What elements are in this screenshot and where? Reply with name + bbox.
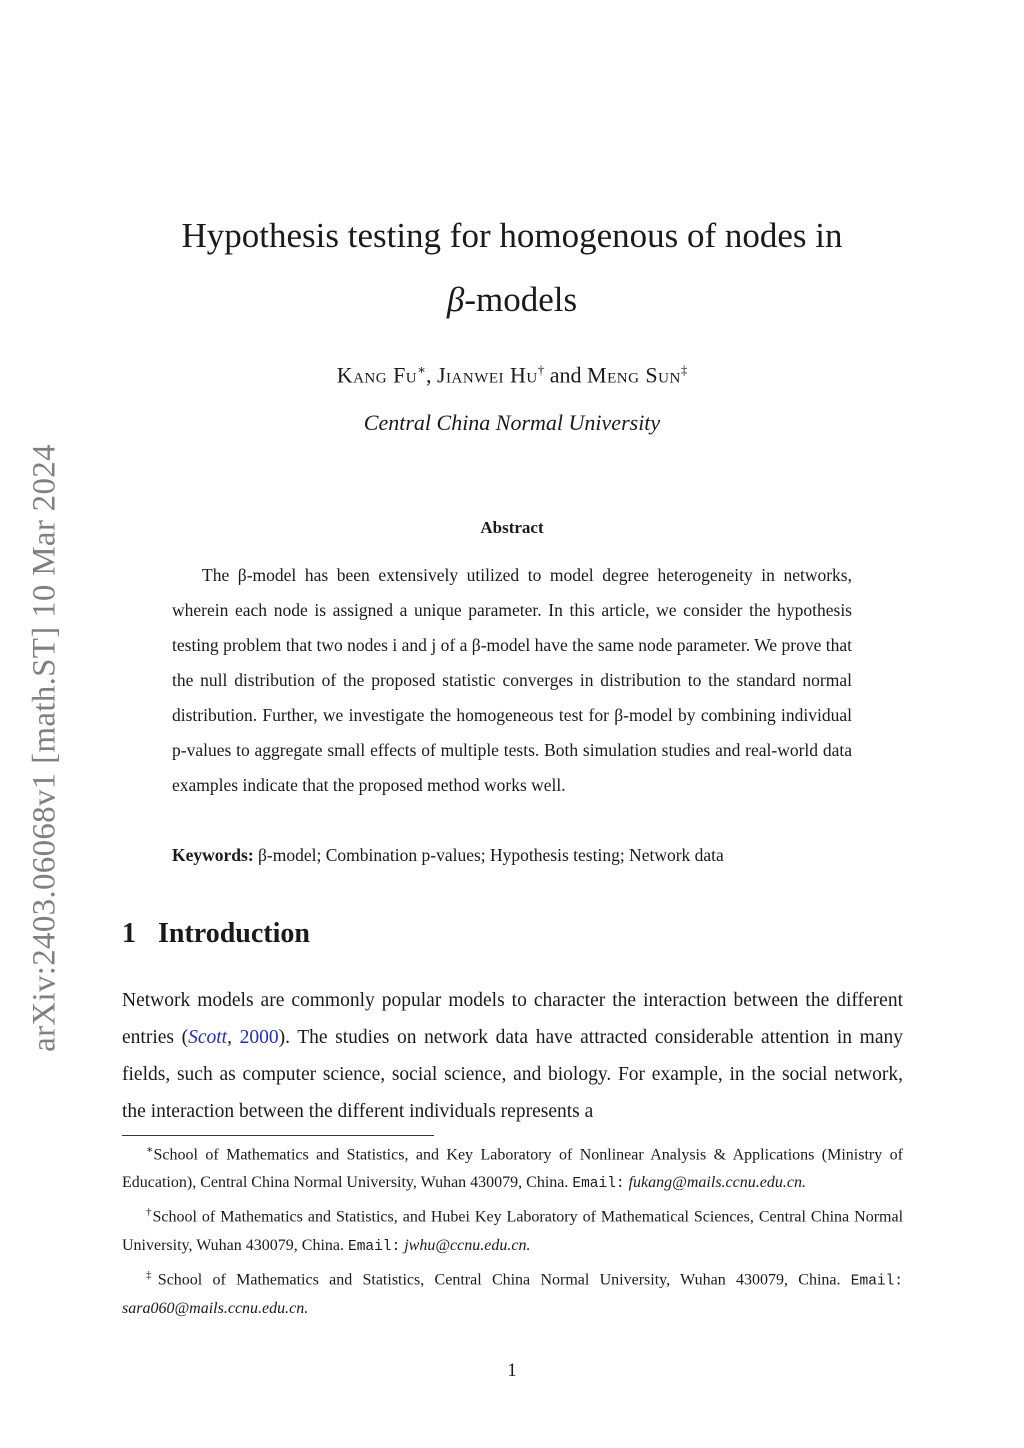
section-number: 1	[122, 918, 136, 949]
email-address: fukang@mails.ccnu.edu.cn.	[628, 1174, 806, 1192]
author-footnote-mark[interactable]: ∗	[417, 362, 426, 377]
intro-text-after-citation: ). The studies on network data have attracted considerable attention in many fields, such as computer science, social science, and biology. For example, in the social network, the interaction between the different individuals represents a	[122, 1027, 903, 1122]
footnote-text: School of Mathematics and Statistics, and Key Laboratory of Nonlinear Analysis & Applications (Ministry of Education), Central China Normal University, Wuhan 430079, China.	[122, 1146, 903, 1192]
footnote-mark: †	[146, 1206, 153, 1219]
keywords	[172, 838, 852, 873]
abstract-heading: Abstract	[480, 518, 544, 537]
footnote-text: School of Mathematics and Statistics, Central China Normal University, Wuhan 430079, China.	[157, 1270, 851, 1288]
title-beta-symbol: β	[446, 280, 465, 319]
title-line-1: Hypothesis testing for homogenous of nodes in	[181, 216, 843, 255]
footnote-mark: ∗	[146, 1144, 154, 1156]
author-name: Jianwei Hu	[436, 362, 538, 388]
section-heading	[122, 918, 310, 950]
abstract-text: The β-model has been extensively utilized to model degree heterogeneity in networks, wherein each node is assigned a unique parameter. In this article, we consider the hypothesis testing problem that two nodes i and j of a β-model have the same node parameter. We prove that the null distribution of the proposed statistic converges in distribution to the standard normal distribution. Further, we investigate the homogeneous test for β-model by combining individual p-values to aggregate small effects of multiple tests. Both simulation studies and real-world data examples indicate that the proposed method works well.	[172, 565, 852, 795]
footnote-text: School of Mathematics and Statistics, and Hubei Key Laboratory of Mathematical Sciences, Central China Normal University, Wuhan 430079, China.	[122, 1208, 904, 1254]
keywords-label: Keywords:	[172, 845, 254, 865]
email-address: jwhu@ccnu.edu.cn.	[404, 1236, 531, 1254]
intro-text	[122, 982, 903, 1130]
footnote-mark: ‡	[146, 1268, 158, 1281]
affiliation: Central China Normal University	[363, 410, 661, 435]
email-label: Email:	[850, 1272, 904, 1289]
author-list	[0, 362, 1024, 388]
intro-text-before-citation: Network models are commonly popular models to character the interaction between the different entries (	[122, 990, 903, 1048]
footnote	[122, 1136, 903, 1198]
author-name: Kang Fu	[336, 362, 418, 388]
page-number: 1	[507, 1360, 517, 1381]
email-label: Email:	[348, 1238, 401, 1255]
author-name: Meng Sun	[587, 362, 681, 388]
author-separator: and	[544, 362, 588, 388]
email-address: sara060@mails.ccnu.edu.cn.	[122, 1299, 309, 1317]
author-footnote-mark[interactable]: †	[537, 362, 545, 377]
author-footnote-mark[interactable]: ‡	[680, 362, 688, 377]
title-line-2-rest: -models	[464, 280, 578, 319]
citation-year-link[interactable]: 2000	[239, 1027, 279, 1048]
citation-separator: ,	[227, 1027, 240, 1048]
paper-title	[0, 204, 1024, 332]
footnote	[122, 1198, 903, 1260]
keywords-text: β-model; Combination p-values; Hypothesis testing; Network data	[258, 845, 724, 865]
citation-author-link[interactable]: Scott	[188, 1027, 228, 1048]
footnote	[122, 1261, 903, 1323]
abstract-body	[172, 558, 852, 803]
title-line-2	[0, 268, 1024, 332]
email-label: Email:	[572, 1176, 625, 1193]
author-separator: ,	[425, 362, 437, 388]
intro-paragraph	[122, 982, 903, 1130]
arxiv-identifier-stamp: arXiv:2403.06068v1 [math.ST] 10 Mar 2024	[26, 444, 63, 1052]
footnotes	[122, 1136, 903, 1323]
section-title: Introduction	[158, 918, 310, 949]
